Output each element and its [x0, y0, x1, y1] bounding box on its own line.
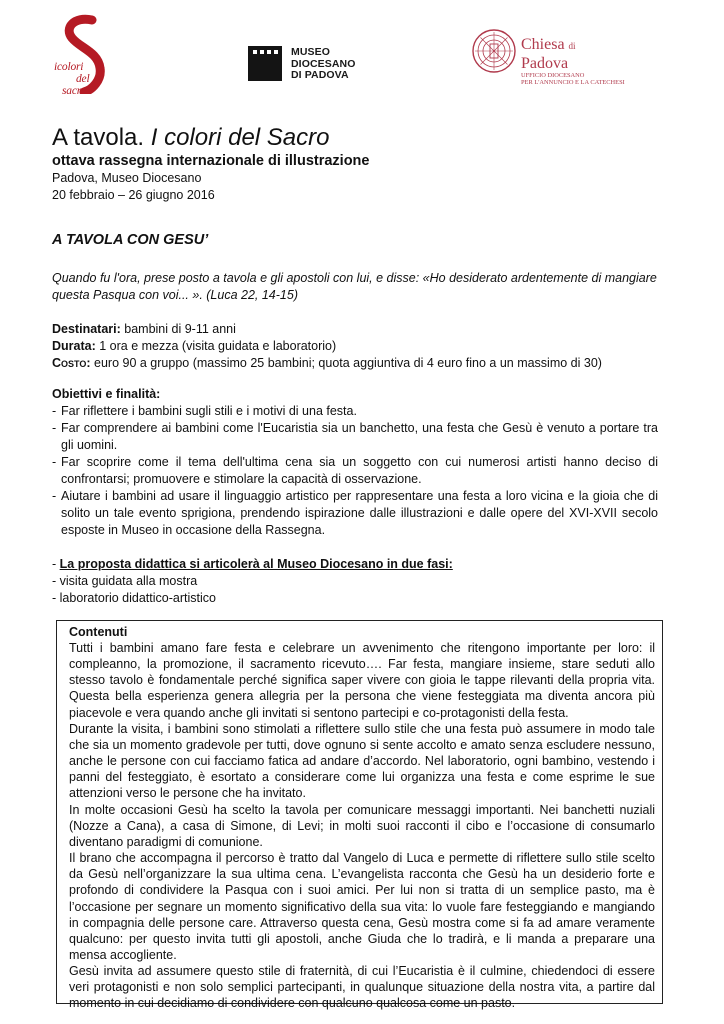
list-item: - Far scoprire come il tema dell'ultima cena sia un soggetto con cui numerosi artisti hanno deciso di confrontarsi; promuovere e stimolare la capacità di osservazione.	[52, 454, 658, 488]
durata-value: 1 ora e mezza (visita guidata e laboratorio)	[95, 339, 337, 353]
event-place: Padova, Museo Diocesano	[52, 171, 202, 185]
event-dates: 20 febbraio – 26 giugno 2016	[52, 188, 215, 202]
colori-del-sacro-logo	[48, 14, 114, 97]
contents-title: Contenuti	[69, 625, 128, 639]
logo-text-line: DI PADOVA	[291, 69, 349, 81]
phases-list	[52, 556, 658, 607]
list-item: - Far comprendere ai bambini come l'Eucaristia sia un banchetto, una festa che Gesù è venuto a portare tra gli uomini.	[52, 420, 658, 454]
objectives-list	[52, 403, 658, 539]
destinatari-label: Destinatari:	[52, 322, 121, 336]
logo-text-line: di	[568, 41, 576, 51]
museo-diocesano-logo	[248, 46, 368, 82]
list-item: - Far riflettere i bambini sugli stili e i motivi di una festa.	[52, 403, 658, 420]
logo-text-line: sacro	[62, 85, 87, 97]
costo-value: euro 90 a gruppo (massimo 25 bambini; quota aggiuntiva di 4 euro fino a un massimo di 30)	[90, 356, 602, 370]
costo-label: Costo:	[52, 356, 91, 370]
objectives-title: Obiettivi e finalità:	[52, 387, 161, 401]
destinatari-value: bambini di 9-11 anni	[120, 322, 236, 336]
section-title: A TAVOLA CON GESU’	[52, 232, 209, 248]
chiesa-seal-icon	[471, 28, 517, 74]
logo-text-line: Padova	[521, 55, 569, 72]
museo-building-icon	[248, 46, 282, 81]
info-destinatari	[52, 321, 658, 338]
logo-text-line: PER L'ANNUNCIO E LA CATECHESI	[521, 79, 625, 87]
phase-item-text: visita guidata alla mostra	[59, 574, 198, 588]
info-durata	[52, 338, 658, 355]
list-item: - laboratorio didattico-artistico	[52, 591, 216, 605]
phase-item-text: laboratorio didattico-artistico	[59, 591, 216, 605]
document-title	[52, 124, 329, 152]
chiesa-logo-name	[521, 36, 576, 72]
contents-paragraph: Gesù invita ad assumere questo stile di fraternità, di cui l’Eucaristia è il culmine, chiedendoci di essere veri protagonisti e non solo semplici partecipanti, in qualunque situazione della nostra vita, a partire dal momento in cui decidiamo di condividere con qualcuno qualcosa come un pasto.	[69, 964, 655, 1011]
logo-text-line: icolori	[54, 61, 84, 73]
document-subtitle: ottava rassegna internazionale di illustrazione	[52, 153, 370, 169]
contents-paragraph: Tutti i bambini amano fare festa e celebrare un avvenimento che ritengono importante per loro: il compleanno, la promozione, il sacramento ricevuto…. Far festa, mangiare insieme, stare seduti allo stesso tavolo è fondamentale perché significa saper vivere con gioia le tappe rilevanti della propria vita. Questa bella esperienza genera allegria per la persona che viene festeggiata ma diventa ancora più piacevole e vera quando anche gli invitati si sentono partecipi e co-protagonisti della festa.	[69, 641, 655, 720]
logo-text-line: del	[76, 73, 90, 85]
contents-box	[56, 620, 663, 1011]
contents-body	[69, 640, 655, 1012]
contents-paragraph: In molte occasioni Gesù ha scelto la tavola per comunicare messaggi importanti. Nei banchetti nuziali (Nozze a Cana), a casa di Simone, di Levi; in molti suoi racconti il cibo e l’occasione di consumarlo diventano paradigmi di comunione.	[69, 802, 655, 849]
chiesa-di-padova-logo	[471, 28, 631, 88]
contents-paragraph: Il brano che accompagna il percorso è tratto dal Vangelo di Luca e permette di riflettere sullo stile scelto da Gesù nell’organizzare la sua ultima cena. L’evangelista racconta che Gesù ha un desiderio forte e profondo di condividere la Pasqua con i suoi amici. Per lui non si tratta di un semplice pasto, ma è l’occasione per segnare un momento significativo della sua vita: lo vuole fare festeggiando e mangiando in compagnia delle persone care. Attraverso questa cena, Gesù mostra come si fa ad amare veramente qualcuno: per questo invita tutti gli apostoli, anche Giuda che lo tradirà, e li manda a preparare una mensa accogliente.	[69, 851, 655, 962]
list-item: - visita guidata alla mostra	[52, 574, 198, 588]
phases-title: - La proposta didattica si articolerà al Museo Diocesano in due fasi:	[52, 557, 453, 571]
title-plain: A tavola.	[52, 124, 151, 151]
durata-label: Durata:	[52, 339, 96, 353]
list-item: - Aiutare i bambini ad usare il linguaggio artistico per rappresentare una festa a loro vicina e la gioia che di solito un tale evento sprigiona, prendendo ispirazione dalle illustrazioni e dalle opere del XVI-XVII secolo esposte in Museo in occasione della Rassegna.	[52, 488, 658, 539]
logo-text-line: MUSEO	[291, 46, 331, 58]
chiesa-logo-subtitle	[521, 72, 625, 87]
logo-text-line: UFFICIO DIOCESANO	[521, 72, 585, 79]
museo-logo-text	[291, 47, 356, 82]
logo-text-line: DIOCESANO	[291, 57, 356, 70]
contents-paragraph: Durante la visita, i bambini sono stimolati a riflettere sullo stile che una festa può assumere in modo tale che sia un momento gradevole per tutti, dove ognuno si sente accolto e amato senza escludere nessuno, anche le persone con cui facciamo fatica ad andare d’accordo. Nel laboratorio, ogni bambino, vestendo i panni del festeggiato, è esortato a considerare come lui organizza una festa e come esprime le sue attenzioni verso le persone che ha invitato.	[69, 721, 655, 801]
info-costo	[52, 355, 658, 372]
logo-text-line: Chiesa	[521, 36, 565, 53]
title-italic: I colori del Sacro	[150, 124, 330, 151]
phases-title-text: La proposta didattica si articolerà al Museo Diocesano in due fasi:	[59, 557, 453, 571]
bible-quote: Quando fu l'ora, prese posto a tavola e gli apostoli con lui, e disse: «Ho desiderato ardentemente di mangiare questa Pasqua con voi... ». (Luca 22, 14-15)	[52, 271, 657, 302]
